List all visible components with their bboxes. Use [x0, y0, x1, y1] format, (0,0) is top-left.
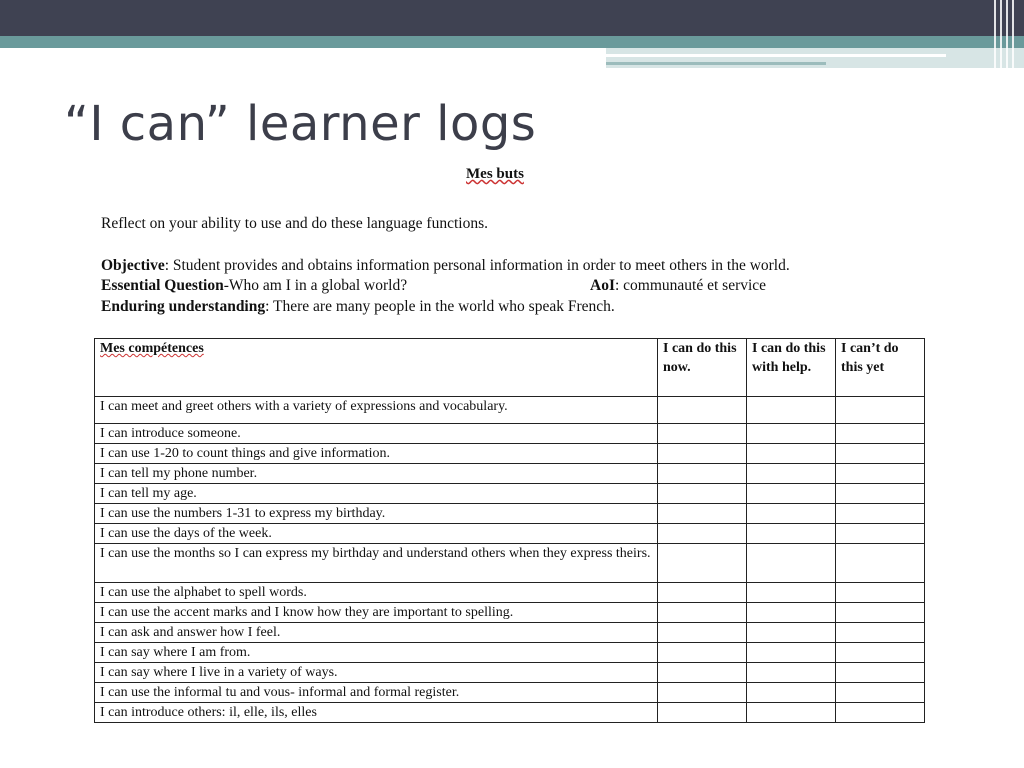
table-row	[95, 603, 925, 623]
check-cell-now	[658, 683, 747, 703]
competency-cell: I can use the informal tu and vous- informal and formal register.	[95, 683, 658, 703]
table-header-row	[95, 339, 925, 397]
accent-line	[606, 54, 946, 57]
competency-cell: I can say where I live in a variety of ways.	[95, 663, 658, 683]
check-cell-help	[747, 524, 836, 544]
essential-text: -Who am I in a global world?	[223, 277, 408, 294]
competency-cell: I can say where I am from.	[95, 643, 658, 663]
check-cell-now	[658, 603, 747, 623]
competency-cell: I can introduce others: il, elle, ils, elles	[95, 703, 658, 723]
check-cell-not-yet	[836, 484, 925, 504]
check-cell-help	[747, 623, 836, 643]
decor-stripe	[1006, 0, 1008, 68]
check-cell-now	[658, 444, 747, 464]
check-cell-now	[658, 663, 747, 683]
check-cell-not-yet	[836, 683, 925, 703]
check-cell-help	[747, 703, 836, 723]
competency-table	[94, 338, 925, 723]
check-cell-not-yet	[836, 544, 925, 583]
decor-stripe	[1000, 0, 1002, 68]
check-cell-help	[747, 484, 836, 504]
competency-cell: I can use the accent marks and I know how they are important to spelling.	[95, 603, 658, 623]
essential-question-line	[101, 277, 407, 295]
check-cell-help	[747, 504, 836, 524]
slide-title: “I can” learner logs	[64, 96, 537, 152]
check-cell-help	[747, 464, 836, 484]
check-cell-now	[658, 583, 747, 603]
check-cell-not-yet	[836, 663, 925, 683]
check-cell-help	[747, 663, 836, 683]
check-cell-not-yet	[836, 703, 925, 723]
table-row	[95, 583, 925, 603]
table-row	[95, 623, 925, 643]
intro-text: Reflect on your ability to use and do these language functions.	[101, 215, 488, 232]
check-cell-now	[658, 504, 747, 524]
teal-band	[0, 36, 1024, 48]
enduring-line	[101, 298, 615, 316]
check-cell-now	[658, 424, 747, 444]
competency-cell: I can use the months so I can express my birthday and understand others when they express theirs.	[95, 544, 658, 583]
enduring-text: : There are many people in the world who speak French.	[265, 298, 615, 315]
aoi-line	[590, 277, 766, 295]
check-cell-not-yet	[836, 424, 925, 444]
table-row	[95, 703, 925, 723]
header-with-help: I can do this with help.	[747, 339, 836, 397]
check-cell-help	[747, 424, 836, 444]
check-cell-not-yet	[836, 464, 925, 484]
check-cell-help	[747, 444, 836, 464]
document-image	[92, 166, 932, 720]
check-cell-now	[658, 643, 747, 663]
competency-cell: I can use 1-20 to count things and give information.	[95, 444, 658, 464]
aoi-text: : communauté et service	[614, 277, 767, 294]
competency-cell: I can tell my phone number.	[95, 464, 658, 484]
check-cell-not-yet	[836, 397, 925, 424]
table-row	[95, 544, 925, 583]
enduring-label: Enduring understanding	[101, 298, 266, 315]
table-row	[95, 424, 925, 444]
table-row	[95, 444, 925, 464]
header-cant-yet: I can’t do this yet	[836, 339, 925, 397]
table-row	[95, 524, 925, 544]
check-cell-help	[747, 544, 836, 583]
check-cell-not-yet	[836, 583, 925, 603]
table-row	[95, 643, 925, 663]
check-cell-not-yet	[836, 603, 925, 623]
accent-line	[606, 62, 826, 65]
competency-cell: I can ask and answer how I feel.	[95, 623, 658, 643]
top-banner	[0, 0, 1024, 36]
check-cell-help	[747, 583, 836, 603]
check-cell-now	[658, 703, 747, 723]
competency-cell: I can meet and greet others with a variety of expressions and vocabulary.	[95, 397, 658, 424]
check-cell-now	[658, 524, 747, 544]
decor-stripe	[994, 0, 996, 68]
check-cell-not-yet	[836, 504, 925, 524]
competency-cell: I can use the numbers 1-31 to express my birthday.	[95, 504, 658, 524]
header-can-now: I can do this now.	[658, 339, 747, 397]
check-cell-now	[658, 397, 747, 424]
check-cell-not-yet	[836, 444, 925, 464]
objective-text: : Student provides and obtains information personal information in order to meet others in the world.	[164, 257, 790, 274]
table-row	[95, 464, 925, 484]
check-cell-not-yet	[836, 623, 925, 643]
check-cell-now	[658, 484, 747, 504]
table-row	[95, 663, 925, 683]
check-cell-help	[747, 683, 836, 703]
check-cell-help	[747, 397, 836, 424]
aoi-label: AoI	[590, 277, 615, 294]
table-row	[95, 504, 925, 524]
objective-label: Objective	[101, 257, 165, 274]
check-cell-help	[747, 643, 836, 663]
competency-cell: I can tell my age.	[95, 484, 658, 504]
check-cell-now	[658, 623, 747, 643]
accent-band	[606, 48, 1024, 68]
table-row	[95, 484, 925, 504]
check-cell-help	[747, 603, 836, 623]
competency-cell: I can introduce someone.	[95, 424, 658, 444]
check-cell-now	[658, 544, 747, 583]
document-heading: Mes buts	[466, 166, 524, 182]
check-cell-not-yet	[836, 524, 925, 544]
competency-cell: I can use the days of the week.	[95, 524, 658, 544]
decor-stripe	[1012, 0, 1014, 68]
essential-label: Essential Question	[101, 277, 224, 294]
competency-cell: I can use the alphabet to spell words.	[95, 583, 658, 603]
check-cell-not-yet	[836, 643, 925, 663]
table-row	[95, 683, 925, 703]
objective-line	[101, 257, 790, 275]
table-row	[95, 397, 925, 424]
header-competences: Mes compétences	[95, 339, 658, 397]
check-cell-now	[658, 464, 747, 484]
